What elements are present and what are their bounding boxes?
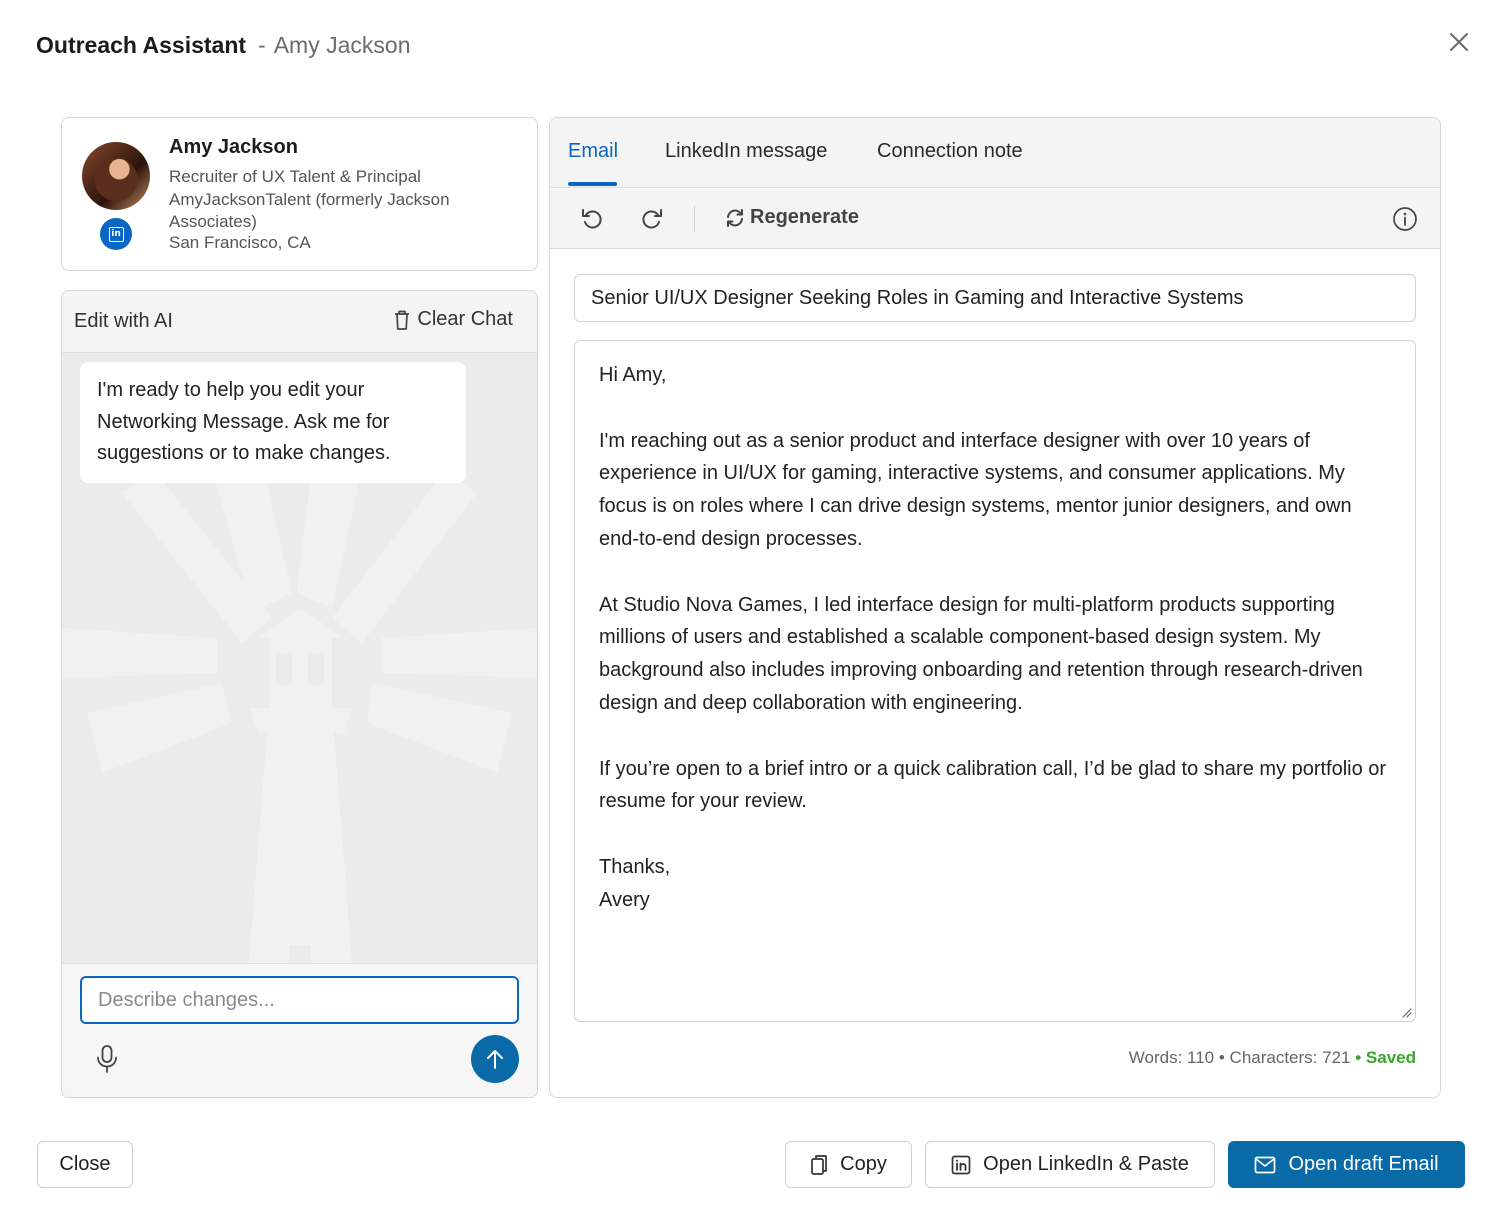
- message-editor-panel: [549, 117, 1441, 1098]
- dialog-title: [36, 32, 410, 59]
- word-character-count: [1129, 1048, 1416, 1068]
- email-body-textarea[interactable]: [574, 340, 1416, 1022]
- status-separator: •: [1350, 1048, 1366, 1067]
- microphone-icon[interactable]: [94, 1044, 120, 1074]
- trash-icon: [392, 309, 412, 331]
- close-button-label: Close: [59, 1153, 111, 1175]
- send-button[interactable]: [471, 1035, 519, 1083]
- editor-toolbar: [550, 189, 1440, 249]
- message-type-tabs: [550, 118, 1440, 188]
- email-paragraph: If you’re open to a brief intro or a quick calibration call, I’d be glad to share my portfolio or resume for your review.: [599, 757, 1387, 813]
- ai-panel-header: [62, 291, 537, 353]
- dialog-title-main: Outreach Assistant: [36, 32, 247, 58]
- email-paragraph: At Studio Nova Games, I led interface design for multi-platform products supporting millions of users and established a scalable component-based design system. My background also includes improving onboarding and retention through research-driven design and deep collaboration with engineering.: [599, 593, 1363, 714]
- mail-icon: [1254, 1156, 1276, 1174]
- ai-input-area: [62, 963, 537, 1098]
- email-subject-input[interactable]: [574, 274, 1416, 322]
- open-draft-email-label: Open draft Email: [1288, 1153, 1439, 1175]
- info-icon[interactable]: [1392, 206, 1418, 232]
- close-button[interactable]: [37, 1141, 133, 1188]
- linkedin-icon: [951, 1155, 971, 1175]
- open-linkedin-paste-button[interactable]: [925, 1141, 1215, 1188]
- stats-text: Words: 110 • Characters: 721: [1128, 1048, 1351, 1067]
- dialog-title-separator: -: [258, 32, 266, 58]
- toolbar-divider: [694, 206, 695, 232]
- clear-chat-label: Clear Chat: [417, 308, 513, 330]
- describe-changes-input[interactable]: [80, 976, 519, 1024]
- email-paragraph: I'm reaching out as a senior product and interface designer with over 10 years of experience in UI/UX for gaming, interactive systems, and consumer applications. My focus is on roles where I can drive design systems, mentor junior designers, and own end-to-end design processes.: [599, 429, 1352, 550]
- redo-icon[interactable]: [639, 206, 665, 232]
- chat-area: [62, 353, 537, 963]
- copy-icon: [810, 1154, 828, 1176]
- regenerate-button[interactable]: [724, 206, 859, 229]
- contact-location: San Francisco, CA: [169, 233, 311, 252]
- open-draft-email-button[interactable]: [1228, 1141, 1465, 1188]
- linkedin-icon[interactable]: in: [100, 218, 132, 250]
- contact-card: [61, 117, 538, 271]
- assistant-message: I'm ready to help you edit your Networking Message. Ask me for suggestions or to make changes.: [80, 362, 466, 483]
- tab-email[interactable]: Email: [568, 140, 619, 162]
- ai-panel-title: Edit with AI: [74, 310, 173, 332]
- active-tab-indicator: [568, 182, 617, 186]
- contact-name: Amy Jackson: [169, 136, 298, 158]
- regenerate-label: Regenerate: [750, 206, 859, 228]
- tab-linkedin-message[interactable]: LinkedIn message: [665, 140, 828, 162]
- undo-icon[interactable]: [579, 206, 605, 232]
- dialog-title-contact: Amy Jackson: [273, 32, 411, 58]
- refresh-icon: [724, 207, 746, 229]
- email-paragraph: Hi Amy,: [599, 364, 667, 386]
- arrow-up-icon: [485, 1048, 505, 1070]
- copy-button-label: Copy: [840, 1153, 887, 1175]
- contact-headline: Recruiter of UX Talent & Principal AmyJacksonTalent (formerly Jackson Associates): [169, 167, 450, 231]
- close-icon[interactable]: [1446, 29, 1472, 55]
- avatar: [82, 142, 150, 210]
- saved-status: Saved: [1365, 1048, 1416, 1067]
- tab-connection-note[interactable]: Connection note: [877, 140, 1023, 162]
- edit-with-ai-panel: [61, 290, 538, 1098]
- resize-handle-icon[interactable]: [1400, 1006, 1412, 1018]
- email-signoff: Thanks, Avery: [599, 855, 671, 911]
- email-body-text[interactable]: [599, 359, 1389, 917]
- open-linkedin-label: Open LinkedIn & Paste: [983, 1153, 1189, 1175]
- clear-chat-button[interactable]: [392, 308, 513, 331]
- copy-button[interactable]: [785, 1141, 912, 1188]
